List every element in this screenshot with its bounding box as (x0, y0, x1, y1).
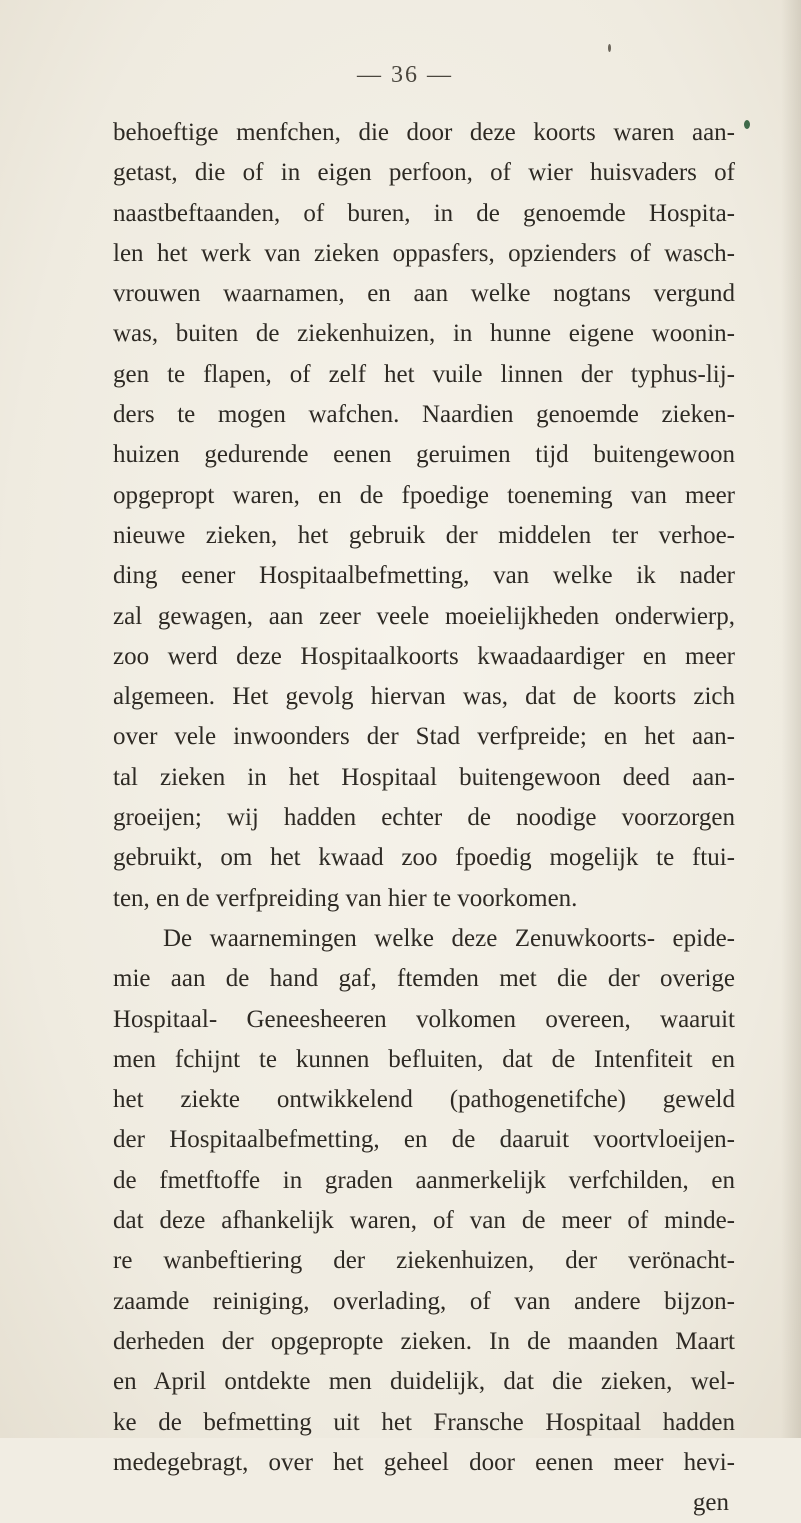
text-line: ders te mogen wafchen. Naardien genoemde zieken- (113, 401, 735, 429)
text-line: re wanbeftiering der ziekenhuizen, der verönacht- (113, 1247, 735, 1275)
text-line: ding eener Hospitaalbefmetting, van welke ik nader (113, 562, 735, 590)
text-line: gebruikt, om het kwaad zoo fpoedig mogelijk te ftui- (113, 844, 735, 872)
ink-speck (608, 44, 611, 52)
catchword: gen (692, 1489, 729, 1517)
text-line: zaamde reiniging, overlading, of van andere bijzon- (113, 1287, 735, 1315)
text-line: over vele inwoonders der Stad verfpreide; en het aan- (113, 723, 735, 751)
text-line: en April ontdekte men duidelijk, dat die zieken, wel- (113, 1368, 735, 1396)
text-line: opgepropt waren, en de fpoedige toeneming van meer (113, 481, 735, 509)
text-line: tal zieken in het Hospitaal buitengewoon deed aan- (113, 763, 735, 791)
text-line: len het werk van zieken oppasfers, opzienders of wasch- (113, 239, 735, 267)
text-line: was, buiten de ziekenhuizen, in hunne eigene woonin- (113, 320, 735, 348)
text-line: gen te flapen, of zelf het vuile linnen der typhus-lij- (113, 360, 735, 388)
text-line: men fchijnt te kunnen befluiten, dat de Intenfiteit en (113, 1045, 735, 1073)
text-line: de fmetftoffe in graden aanmerkelijk verfchilden, en (113, 1166, 735, 1194)
text-line: der Hospitaalbefmetting, en de daaruit voortvloeijen- (113, 1126, 735, 1154)
text-line: nieuwe zieken, het gebruik der middelen ter verhoe- (113, 521, 735, 549)
page-edge-shadow (781, 0, 801, 1438)
text-line: ke de befmetting uit het Fransche Hospitaal hadden (113, 1408, 735, 1436)
ink-speck (744, 120, 750, 129)
text-line: dat deze afhankelijk waren, of van de meer of minde- (113, 1207, 735, 1235)
page-number: — 36 — (357, 62, 453, 88)
text-line: algemeen. Het gevolg hiervan was, dat de koorts zich (113, 683, 735, 711)
text-line: naastbeftaanden, of buren, in de genoemde Hospita- (113, 199, 735, 227)
text-line: Hospitaal- Geneesheeren volkomen overeen, waaruit (113, 1005, 735, 1033)
text-line: mie aan de hand gaf, ftemden met die der overige (113, 965, 735, 993)
text-line: ten, en de verfpreiding van hier te voorkomen. (113, 884, 578, 912)
text-line: huizen gedurende eenen geruimen tijd buitengewoon (113, 441, 735, 469)
text-line: vrouwen waarnamen, en aan welke nogtans vergund (113, 280, 735, 308)
text-line: De waarnemingen welke deze Zenuwkoorts- epide- (163, 924, 735, 952)
body-text (113, 113, 735, 1523)
text-line: zoo werd deze Hospitaalkoorts kwaadaardiger en meer (113, 642, 735, 670)
text-line: het ziekte ontwikkelend (pathogenetifche) geweld (113, 1086, 735, 1114)
text-line: zal gewagen, aan zeer veele moeielijkheden onderwierp, (113, 602, 735, 630)
text-line: medegebragt, over het geheel door eenen meer hevi- (113, 1448, 735, 1476)
text-line: derheden der opgepropte zieken. In de maanden Maart (113, 1327, 735, 1355)
text-line: getast, die of in eigen perfoon, of wier huisvaders of (113, 159, 735, 187)
text-line: groeijen; wij hadden echter de noodige voorzorgen (113, 804, 735, 832)
text-line: behoeftige menfchen, die door deze koorts waren aan- (113, 119, 735, 146)
